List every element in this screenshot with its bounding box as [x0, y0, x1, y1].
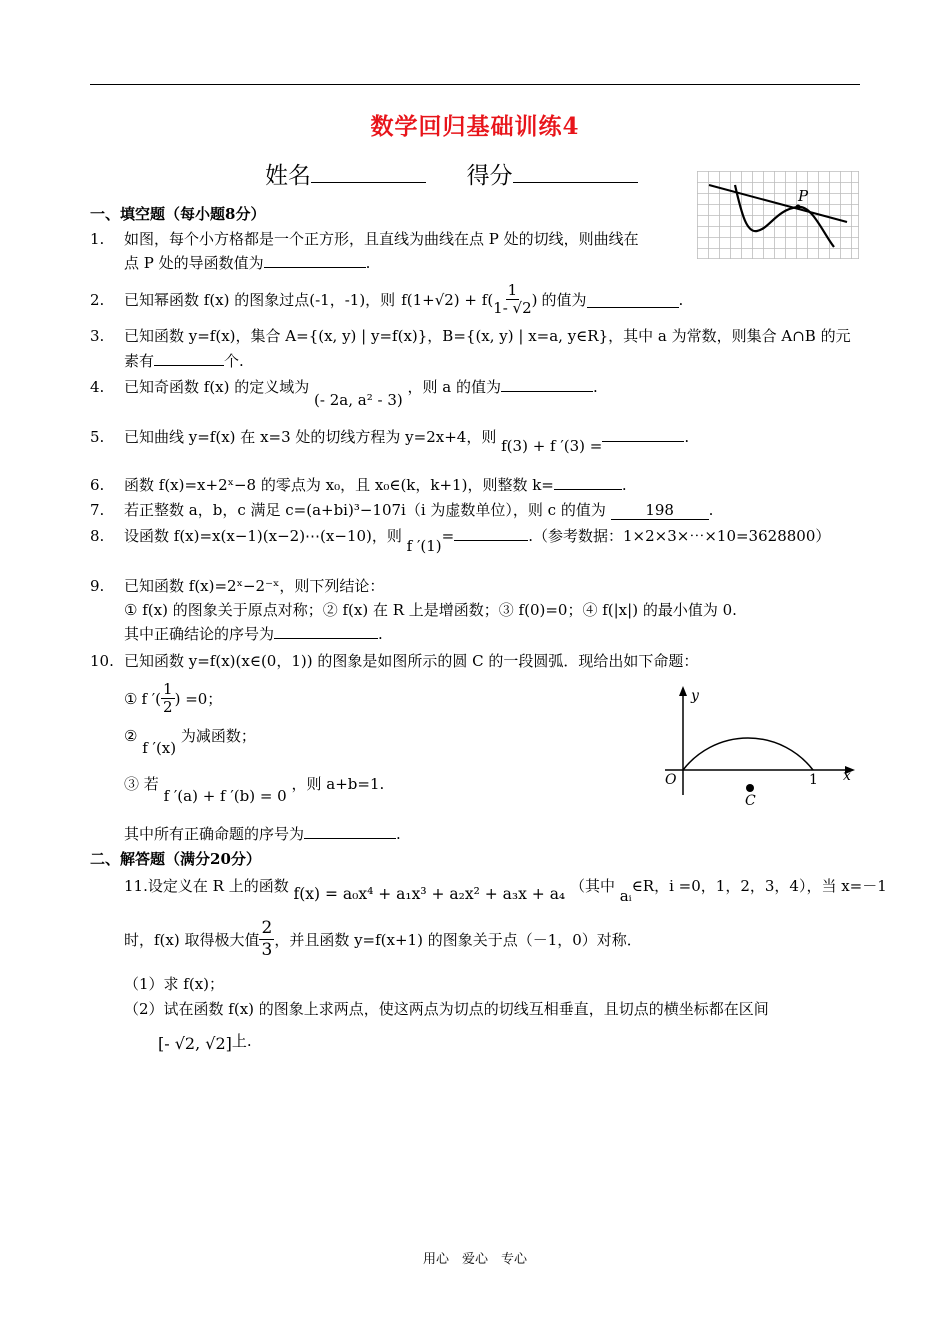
score-label: 得分	[466, 163, 513, 189]
q1-text1: 如图，每个小方格都是一个正方形，且直线为曲线在点 P 处的切线，则曲线在	[124, 230, 639, 248]
question-9-line3	[124, 623, 383, 644]
q1-text2: 点 P 处的导函数值为	[124, 254, 264, 272]
q10-end-text: 其中所有正确命题的序号为	[124, 825, 305, 843]
name-score-row	[265, 157, 638, 190]
q10-p1-b: ) =0；	[174, 690, 223, 708]
q5-number: 5.	[90, 428, 105, 446]
question-3-line2	[124, 350, 244, 371]
q8-eq: =	[441, 527, 455, 545]
q6-tail: .	[621, 476, 627, 494]
question-4	[90, 376, 598, 409]
q10-end	[124, 823, 401, 844]
question-8	[90, 525, 831, 555]
question-9	[90, 575, 384, 596]
q10-number: 10.	[90, 652, 114, 670]
q9-tail: .	[378, 625, 383, 643]
q5-text: 已知曲线 y=f(x) 在 x=3 处的切线方程为 y=2x+4，则	[124, 428, 497, 446]
q11-frac-num: 2	[261, 918, 273, 938]
q9-answer-blank[interactable]	[274, 624, 378, 639]
q11-line2	[124, 918, 642, 961]
q4-answer-blank[interactable]	[501, 377, 593, 392]
q1-figure	[697, 171, 859, 259]
q10-p2-text: 为减函数；	[180, 727, 256, 745]
question-2	[90, 282, 683, 317]
q11-number: 11.	[124, 877, 148, 895]
q11-text-c: ∈R，i =0，1，2，3，4），当 x=－1	[631, 877, 887, 895]
q10-p2-math: f ′(x)	[142, 739, 177, 757]
q11-frac-den: 3	[261, 940, 273, 960]
q10-text: 已知函数 y=f(x)(x∈(0，1)) 的图象是如图所示的圆 C 的一段圆弧．现给出如下命题：	[124, 652, 699, 670]
q10-p1-den: 2	[163, 698, 173, 716]
q2-frac-num: 1	[507, 281, 518, 299]
q11-text-b: （其中	[569, 877, 615, 895]
question-1-line2	[124, 252, 370, 273]
question-3	[90, 325, 851, 346]
q2-text-end: 的值为	[541, 291, 587, 309]
point-p	[796, 205, 801, 210]
q2-text: 已知幂函数 f(x) 的图象过点(-1，-1)，则	[124, 291, 396, 309]
origin-label: O	[665, 772, 677, 788]
q2-tail: .	[678, 290, 684, 309]
q10-answer-blank[interactable]	[304, 824, 396, 839]
q11-fraction	[259, 918, 274, 961]
q6-number: 6.	[90, 476, 105, 494]
q10-prop3	[124, 773, 385, 805]
circle-arc	[683, 738, 813, 770]
q5-math: f(3) + f ′(3) =	[501, 437, 603, 455]
q7-tail: .	[708, 501, 714, 519]
q8-math: f ′(1)	[406, 537, 442, 555]
q7-text: 若正整数 a，b，c 满足 c=(a+bi)³−107i（i 为虚数单位），则 c 的值为	[124, 501, 606, 519]
q4-text: 已知奇函数 f(x) 的定义域为	[124, 378, 310, 396]
q1-answer-blank[interactable]	[264, 253, 366, 268]
name-blank[interactable]	[311, 162, 426, 183]
q11-text-a: 设定义在 R 上的函数	[147, 877, 289, 895]
name-label: 姓名	[265, 163, 311, 189]
q8-number: 8.	[90, 527, 105, 545]
q10-p3-text: ，则 a+b=1.	[291, 775, 385, 793]
center-c-point	[746, 784, 754, 792]
q9-text3: 其中正确结论的序号为	[124, 625, 275, 643]
q4-math: (- 2a, a² - 3)	[314, 391, 403, 409]
q2-frac-den: 1- √2	[493, 299, 532, 317]
q10-prop1	[124, 681, 222, 716]
q6-answer-blank[interactable]	[554, 475, 622, 490]
q11-part2: （2）试在函数 f(x) 的图象上求两点，使这两点为切点的切线互相垂直，且切点的横坐标都在区间	[124, 1000, 769, 1018]
q9-text1: 已知函数 f(x)=2ˣ−2⁻ˣ，则下列结论：	[124, 577, 385, 595]
q11-line2-b: ，并且函数 y=f(x+1) 的图象关于点（－1，0）对称．	[274, 931, 642, 949]
y-label: y	[691, 688, 699, 704]
question-10	[90, 650, 698, 671]
q11-part1: （1）求 f(x)；	[124, 975, 225, 993]
page-title: 数学回归基础训练4	[370, 113, 580, 140]
q2-number: 2.	[90, 290, 105, 309]
q4-text-end: ，则 a 的值为	[407, 378, 501, 396]
q10-p2-mark: ②	[124, 727, 138, 745]
q11-interval-tail: 上.	[231, 1032, 252, 1050]
q3-tail: 个.	[224, 352, 244, 370]
q10-p1-a: f ′(	[141, 689, 162, 708]
question-1	[90, 228, 639, 249]
q2-math-close: )	[531, 290, 538, 309]
q5-answer-blank[interactable]	[602, 427, 684, 442]
center-label: C	[745, 793, 756, 809]
q8-text: 设函数 f(x)=x(x−1)(x−2)⋯(x−10)，则	[124, 527, 402, 545]
q3-text2: 素有	[124, 352, 155, 370]
q6-text: 函数 f(x)=x+2ˣ−8 的零点为 x₀，且 x₀∈(k，k+1)，则整数 k=	[124, 476, 554, 494]
q9-text2: ① f(x) 的图象关于原点对称；② f(x) 在 R 上是增函数；③ f(0)=0；④ f(|x|) 的最小值为 0.	[124, 601, 737, 619]
q3-number: 3.	[90, 327, 105, 345]
q10-p1-mark: ①	[124, 689, 138, 708]
q3-answer-blank[interactable]	[154, 351, 224, 366]
q7-answer[interactable]: 198	[611, 501, 709, 520]
question-5	[90, 426, 690, 455]
q10-p3-math: f ′(a) + f ′(b) = 0	[163, 787, 287, 805]
q2-answer-blank[interactable]	[587, 291, 679, 308]
q4-tail: .	[592, 378, 598, 396]
q8-answer-blank[interactable]	[454, 526, 528, 541]
one-label: 1	[809, 772, 818, 788]
footer: 用心 爱心 专心	[422, 1252, 527, 1267]
question-6	[90, 474, 627, 495]
q10-tail: .	[396, 825, 401, 843]
q10-figure	[655, 683, 865, 813]
point-p-label: P	[798, 187, 809, 205]
q10-prop2	[124, 725, 256, 757]
x-label: x	[843, 768, 851, 784]
q2-fraction	[493, 282, 531, 317]
y-axis-arrow	[679, 686, 687, 696]
q10-p1-frac	[161, 681, 175, 716]
question-7	[90, 499, 713, 520]
q2-math: f(1+√2) + f(	[401, 290, 494, 309]
q1-number: 1.	[90, 230, 105, 248]
q11-math: f(x) = a₀x⁴ + a₁x³ + a₂x² + a₃x + a₄	[293, 885, 566, 903]
q7-number: 7.	[90, 501, 105, 519]
q11-ai: aᵢ	[619, 887, 632, 905]
question-11	[124, 875, 887, 905]
q10-p3-mark: ③ 若	[124, 775, 159, 793]
score-blank[interactable]	[513, 162, 638, 183]
q1-tail: .	[365, 254, 371, 272]
q11-line2-a: 时，f(x) 取得极大值	[124, 931, 260, 949]
header-rule	[90, 84, 860, 85]
q11-interval: [- √2, √2]	[158, 1034, 232, 1053]
q11-interval-line	[158, 1030, 252, 1051]
q4-number: 4.	[90, 378, 105, 396]
q10-p1-num: 1	[163, 680, 173, 698]
section-fill-heading: 一、填空题（每小题8分）	[90, 205, 266, 223]
section-answer-heading: 二、解答题（满分20分）	[90, 850, 261, 868]
q5-tail: .	[684, 428, 690, 446]
q8-tail: .（参考数据：1×2×3×⋯×10=3628800）	[528, 527, 831, 545]
q3-text1: 已知函数 y=f(x)，集合 A={(x, y) | y=f(x)}，B={(x, y) | x=a, y∈R}，其中 a 为常数，则集合 A∩B 的元	[124, 327, 851, 345]
q9-number: 9.	[90, 577, 105, 595]
